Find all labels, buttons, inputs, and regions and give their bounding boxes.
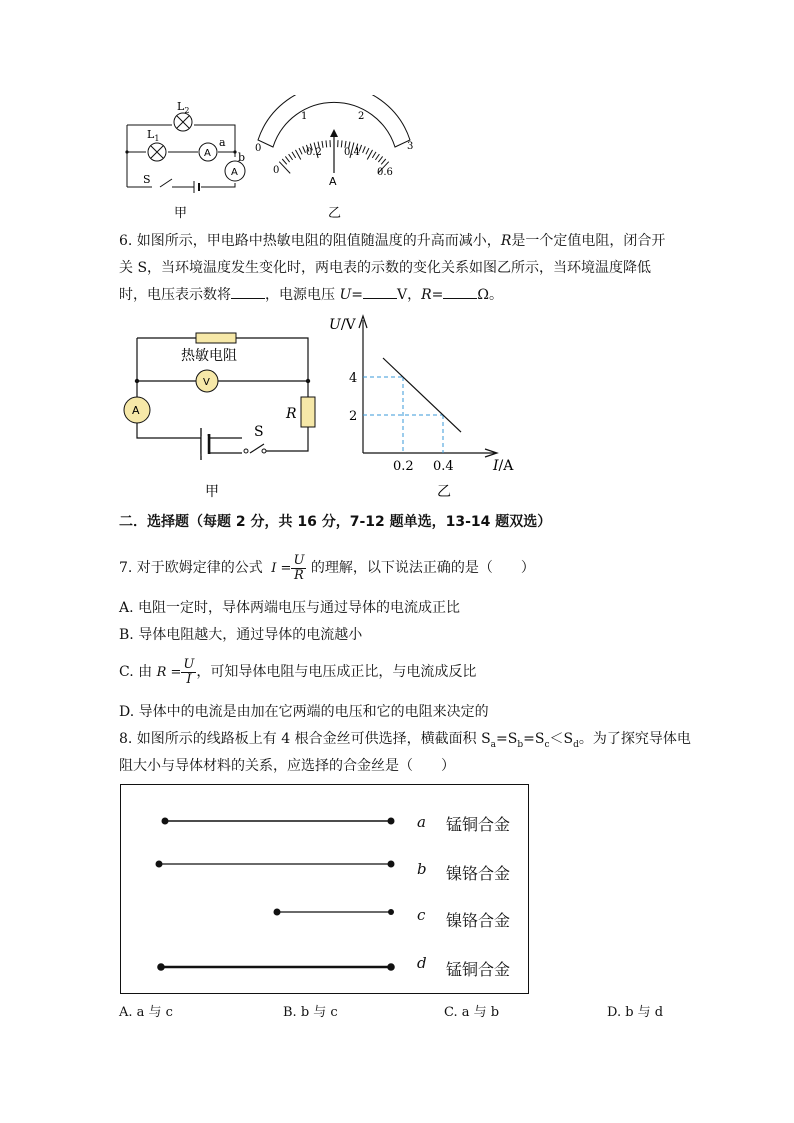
node-a-label: a [219, 136, 226, 149]
q7-option-c[interactable]: C. 由 R = $\frac{U}{I}$ ，可知导体电阻与电压成正比，与电流成反比 [119, 656, 477, 687]
answer-blank-1[interactable] [231, 286, 265, 299]
q7-stem: 7. 对于欧姆定律的公式 I = $\frac{U}{R}$ 的理解，以下说法正确的是（ ） [119, 552, 535, 583]
x-axis-label: I/A [493, 458, 514, 474]
q8-option-a[interactable]: A. a 与 c [119, 1005, 173, 1020]
q8-option-b[interactable]: B. b 与 c [283, 1005, 338, 1020]
wire-a [162, 818, 395, 825]
ohm-formula-fraction: $\frac{U}{R}$ [293, 552, 305, 583]
dial-tick [279, 162, 290, 174]
q7-option-d[interactable]: D. 导体中的电流是由加在它两端的电压和它的电阻来决定的 [119, 704, 489, 720]
wire-d [157, 963, 395, 971]
thermistor-symbol [196, 333, 236, 343]
dial-top-3: 3 [407, 141, 414, 152]
wire-c-material: 镍铬合金 [446, 911, 511, 930]
q6-line-2: 关 S，当环境温度发生变化时，两电表的示数的变化关系如图乙所示，当环境温度降低 [119, 260, 652, 276]
dial-bottom-0: 0 [273, 165, 280, 176]
switch-label: S [254, 424, 264, 440]
figure-label-yi: 乙 [437, 484, 451, 500]
dial-tick [285, 156, 289, 162]
switch-label: S [143, 173, 151, 186]
y-tick-4: 4 [349, 371, 358, 386]
q8-line-1: 8. 如图所示的线路板上有 4 根合金丝可供选择，横截面积 $S_a=S_b=S_c<S_d$。为了探究导体电 [119, 731, 691, 750]
section-heading: 二．选择题（每题 2 分，共 16 分，7-12 题单选，13-14 题双选） [119, 514, 552, 530]
figure-label-yi: 乙 [328, 206, 342, 221]
wire-c [274, 909, 395, 916]
dial-tick [299, 148, 302, 154]
q8-option-c[interactable]: C. a 与 b [444, 1005, 500, 1020]
q6-line-3: 时，电压表示数将 ，电源电压 U= V，R= Ω。 [119, 287, 504, 303]
q8-line-2: 阻大小与导体材料的关系，应选择的合金丝是（ ） [119, 758, 455, 774]
dial-tick [363, 146, 366, 152]
figure-label-jia: 甲 [174, 206, 188, 221]
dial-tick [366, 148, 369, 154]
l1-label: $L_1$ [147, 128, 160, 143]
dial-tick [375, 154, 379, 160]
dial-tick [372, 152, 376, 158]
wire-a-material: 锰铜合金 [446, 815, 511, 834]
resistance-formula-fraction: $\frac{U}{I}$ [183, 656, 195, 687]
ammeter-label: A [132, 404, 140, 417]
wire-d-letter: d [417, 954, 427, 972]
node-b-label: b [238, 151, 246, 164]
wire-c-letter: c [417, 906, 426, 924]
dial-top-2: 2 [358, 111, 365, 122]
wire-d-material: 锰铜合金 [446, 960, 511, 979]
dial-tick [322, 141, 323, 148]
resistor-symbol [301, 397, 315, 427]
y-tick-2: 2 [349, 409, 358, 424]
q8-option-d[interactable]: D. b 与 d [607, 1005, 664, 1020]
node-dot [233, 150, 236, 153]
graph-guides [363, 377, 443, 453]
q6-circuit-figure [118, 310, 338, 505]
ammeter-b-label: A [231, 167, 238, 178]
q7-option-b[interactable]: B. 导体电阻越大，通过导体的电流越小 [119, 627, 363, 643]
dial-tick [292, 152, 296, 158]
dial-tick [295, 150, 300, 160]
x-tick-0.4: 0.4 [433, 459, 454, 474]
dial-tick [282, 159, 287, 164]
resistor-label: R [286, 406, 297, 422]
graph-data-line [383, 358, 461, 432]
q6-line-1: 6. 如图所示，甲电路中热敏电阻的阻值随温度的升高而减小，R是一个定值电阻，闭合开 [119, 233, 666, 249]
answer-blank-2[interactable] [363, 286, 397, 299]
wire-b [156, 861, 395, 868]
dial-bottom-3: 0.6 [377, 167, 393, 178]
node-dot [125, 150, 128, 153]
voltmeter-label: V [203, 377, 210, 388]
wire-b-material: 镍铬合金 [446, 864, 511, 883]
wire-board [120, 784, 529, 994]
thermistor-label: 热敏电阻 [181, 348, 237, 364]
wire-a-letter: a [417, 813, 426, 831]
ammeter-dial [255, 95, 413, 188]
dial-tick [381, 159, 386, 164]
y-axis-label: U/V [329, 317, 356, 333]
dial-top-1: 1 [301, 111, 308, 122]
wire-b-letter: b [417, 860, 427, 878]
x-tick-0.2: 0.2 [393, 459, 414, 474]
dial-unit: A [329, 175, 337, 188]
dial-bottom-1: 0.2 [306, 147, 322, 158]
dial-tick [289, 154, 293, 160]
dial-bottom-2: 0.4 [344, 147, 360, 158]
figure-label-jia: 甲 [205, 484, 219, 500]
dial-tick [378, 156, 382, 162]
answer-blank-3[interactable] [443, 286, 477, 299]
l2-label: $L_2$ [177, 100, 190, 115]
dial-tick [341, 140, 342, 147]
ui-graph [325, 308, 525, 503]
dial-tick [367, 150, 372, 160]
ammeter-a-label: A [204, 148, 211, 159]
q7-option-a[interactable]: A. 电阻一定时，导体两端电压与通过导体的电流成正比 [119, 600, 461, 616]
dial-tick [326, 140, 327, 147]
q5-figure [110, 95, 440, 225]
dial-top-0: 0 [255, 143, 262, 154]
